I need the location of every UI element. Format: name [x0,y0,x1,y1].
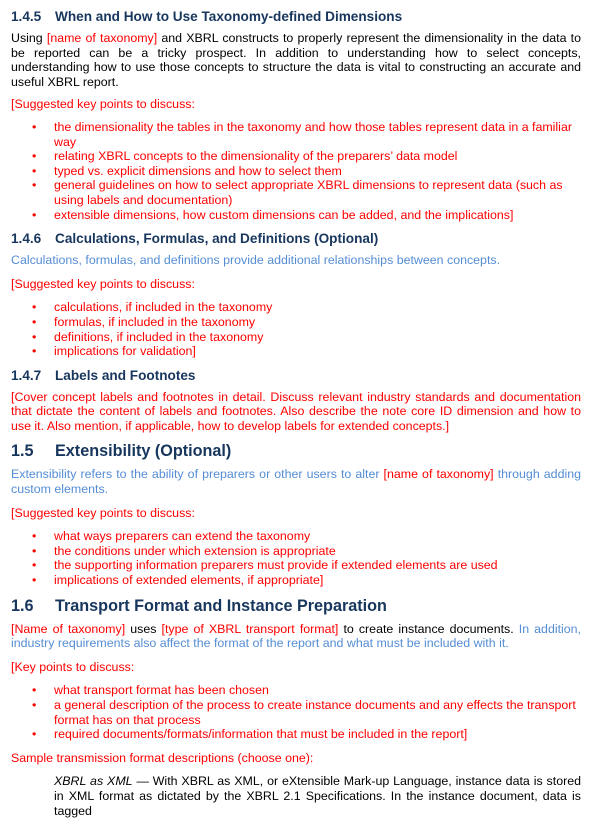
heading-1-5 [11,441,581,461]
list-item: • definitions, if included in the taxonomy [11,330,581,345]
key-points-intro: [Suggested key points to discuss: [11,97,195,112]
section-number: 1.4.7 [11,367,42,383]
list-item: • what ways preparers can extend the taxonomy [11,529,581,544]
paragraph [11,467,581,496]
section-title: Extensibility (Optional) [55,442,232,461]
list-item: • required documents/formats/information that must be included in the report] [11,727,581,742]
term-label: XBRL as XML [54,774,133,789]
text: In addition, industry requirements also affect the format of the report and what must be included with it. [11,621,582,651]
section-title: Transport Format and Instance Preparation [55,596,387,615]
list-item: • the supporting information preparers must provide if extended elements are used [11,558,581,573]
list-item: • what transport format has been chosen [11,683,581,698]
heading-1-4-7 [11,367,581,384]
key-points-intro: [Suggested key points to discuss: [11,276,195,291]
bullet-list [11,529,581,587]
list-item: • general guidelines on how to select appropriate XBRL dimensions to represent data (such as using labels and documentation) [11,178,581,207]
section-title: Calculations, Formulas, and Definitions (Optional) [55,231,379,247]
list-item: • relating XBRL concepts to the dimensionality of the preparers’ data model [11,149,581,164]
bullet-list [11,120,581,222]
list-item: • calculations, if included in the taxonomy [11,300,581,315]
text: Using [11,31,47,45]
text: — With XBRL as XML, or eXtensible Mark-up Language, instance data is stored in XML format as dictated by the XBRL 2.1 Specifications. In the instance document, data is tagged [54,774,581,818]
text: uses [125,621,162,636]
placeholder-text: [name of taxonomy] [46,31,158,45]
list-item: • extensible dimensions, how custom dimensions can be added, and the implications] [11,208,581,223]
list-item: • a general description of the process to create instance documents and any effects the transport format has on that process [11,698,581,727]
list-item: • formulas, if included in the taxonomy [11,315,581,330]
heading-1-4-5 [11,8,581,25]
list-item: • the dimensionality the tables in the taxonomy and how those tables represent data in a familiar way [11,120,581,149]
section-number: 1.4.6 [11,231,42,247]
heading-1-4-6 [11,230,581,247]
section-title: Labels and Footnotes [55,367,196,383]
paragraph [11,622,581,651]
paragraph [11,31,581,89]
section-number: 1.4.5 [11,9,42,24]
placeholder-text: [Name of taxonomy] [11,621,126,636]
paragraph: [Cover concept labels and footnotes in detail. Discuss relevant industry standards and documentation that dictate the content of labels and footnotes. Also describe the note core ID dimension and how to use it. Also mention, if applicable, how to develop labels for extended concepts.] [11,389,581,433]
section-number: 1.6 [11,596,34,615]
list-item: • implications for validation] [11,344,581,359]
key-points-intro: [Key points to discuss: [11,659,135,674]
list-item: • the conditions under which extension is appropriate [11,544,581,559]
key-points-intro: [Suggested key points to discuss: [11,505,195,520]
text: Extensibility refers to the ability of preparers or other users to alter [11,467,384,482]
section-number: 1.5 [11,442,34,461]
paragraph [11,774,581,818]
paragraph: Calculations, formulas, and definitions provide additional relationships between concepts. [11,253,501,268]
sample-intro: Sample transmission format descriptions (choose one): [11,750,314,765]
list-item: • implications of extended elements, if appropriate] [11,573,581,588]
placeholder-text: [type of XBRL transport format] [161,621,339,636]
section-title: When and How to Use Taxonomy-defined Dimensions [55,9,403,24]
text: to create instance documents. [338,621,519,636]
placeholder-text: [name of taxonomy] [383,467,494,482]
bullet-list [11,300,581,358]
heading-1-6 [11,596,581,616]
list-item: • typed vs. explicit dimensions and how to select them [11,164,581,179]
text: and XBRL constructs to properly represent the dimensionality in the data to be reported can be a tricky prospect. In addition to understanding how to select concepts, understanding how to use those concepts to structure the data is vital to constructing an accurate and useful XBRL report. [11,31,581,89]
text: through adding custom elements. [11,467,581,497]
bullet-list [11,683,581,741]
